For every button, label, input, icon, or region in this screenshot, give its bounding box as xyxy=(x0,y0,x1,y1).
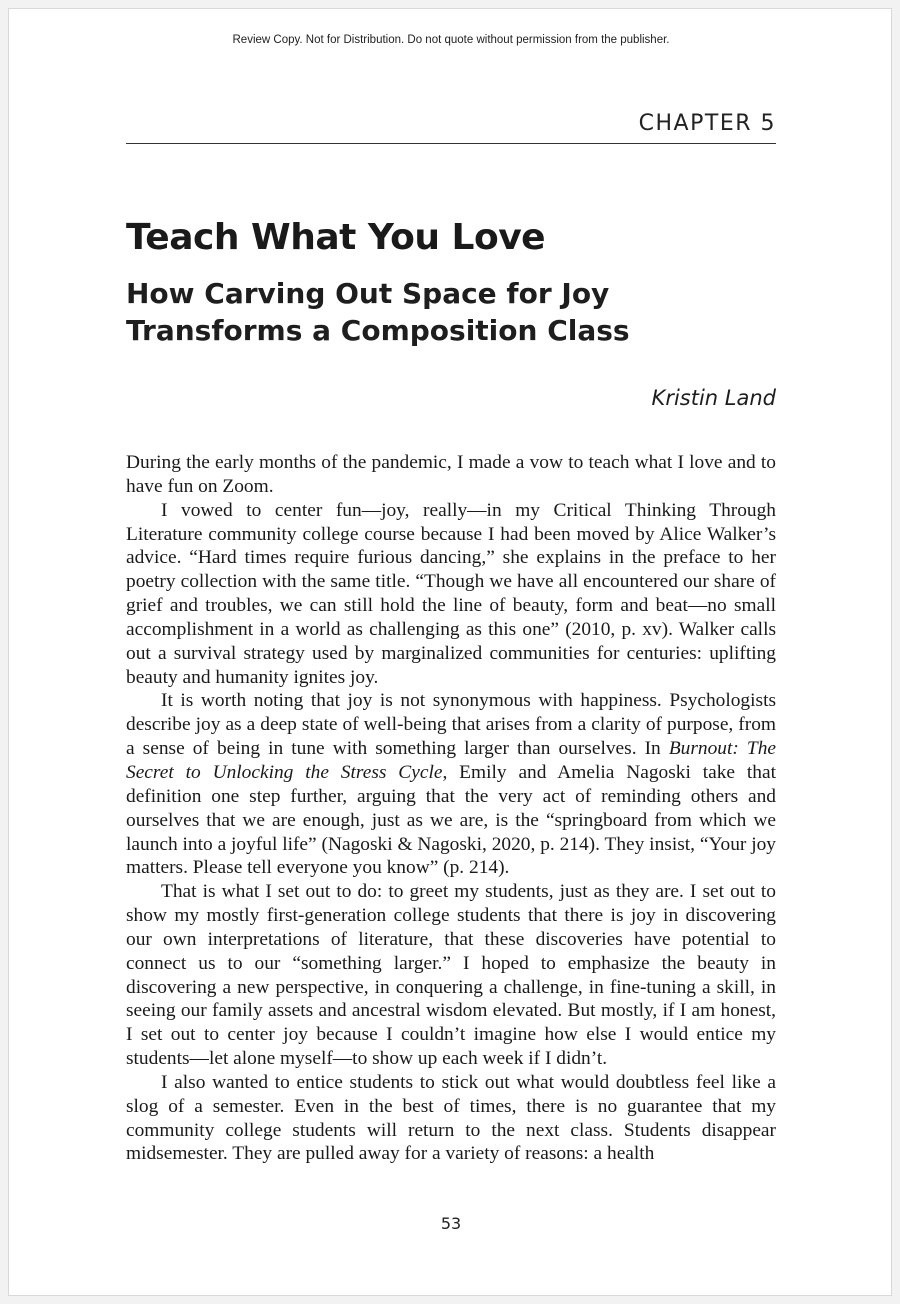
page-number: 53 xyxy=(440,1214,462,1233)
chapter-subtitle: How Carving Out Space for Joy Transforms a Composition Class xyxy=(126,277,630,347)
document-page xyxy=(8,8,892,1296)
chapter-divider xyxy=(126,143,776,144)
paragraph xyxy=(126,689,776,880)
paragraph: I also wanted to entice students to stick out what would doubtless feel like a slog of a semester. Even in the best of times, there is no guarantee that my community college students will return to the next class. Students disappear midsemester. They are pulled away for a variety of reasons: a health xyxy=(126,1071,776,1165)
paragraph-text: It is worth noting that joy is not synonymous with happiness. Psychologists describe joy as a deep state of well-being that arises from a clarity of purpose, from a sense of being in tune with something larger than ourselves. In xyxy=(126,690,776,760)
paragraph: I vowed to center fun—joy, really—in my Critical Thinking Through Literature community college course because I had been moved by Alice Walker’s advice. “Hard times require furious dancing,” she explains in the preface to her poetry collection with the same title. “Though we have all encountered our share of grief and troubles, we can still hold the line of beauty, form and beat—no small accomplishment in a world as challenging as this one” (2010, p. xv). Walker calls out a survival strategy used by marginalized communities for centuries: uplifting beauty and humanity ignites joy. xyxy=(126,499,776,688)
review-copy-notice: Review Copy. Not for Distribution. Do not quote without permission from the publisher. xyxy=(232,34,670,46)
book-title: Burnout: The Secret to Unlocking the Stress Cycle xyxy=(126,738,776,783)
chapter-body xyxy=(126,451,776,1166)
chapter-number: CHAPTER 5 xyxy=(638,111,776,136)
paragraph: During the early months of the pandemic, I made a vow to teach what I love and to have fun on Zoom. xyxy=(126,452,776,497)
author-name: Kristin Land xyxy=(651,386,776,410)
chapter-title: Teach What You Love xyxy=(126,217,546,258)
paragraph: That is what I set out to do: to greet my students, just as they are. I set out to show my mostly first-generation college students that there is joy in discovering our own interpretations of literature, that these discoveries have potential to connect us to our “something larger.” I hoped to emphasize the beauty in discovering a new perspective, in conquering a challenge, in fine-tuning a skill, in seeing our family assets and ancestral wisdom elevated. But mostly, if I am honest, I set out to center joy because I couldn’t imagine how else I would entice my students—let alone myself—to show up each week if I didn’t. xyxy=(126,881,776,1070)
paragraph-text: , Emily and Amelia Nagoski take that definition one step further, arguing that the very act of reminding others and ourselves that we are enough, just as we are, is the “springboard from which we launch into a joyful life” (Nagoski & Nagoski, 2020, p. 214). They insist, “Your joy matters. Please tell everyone you know” (p. 214). xyxy=(126,761,776,879)
